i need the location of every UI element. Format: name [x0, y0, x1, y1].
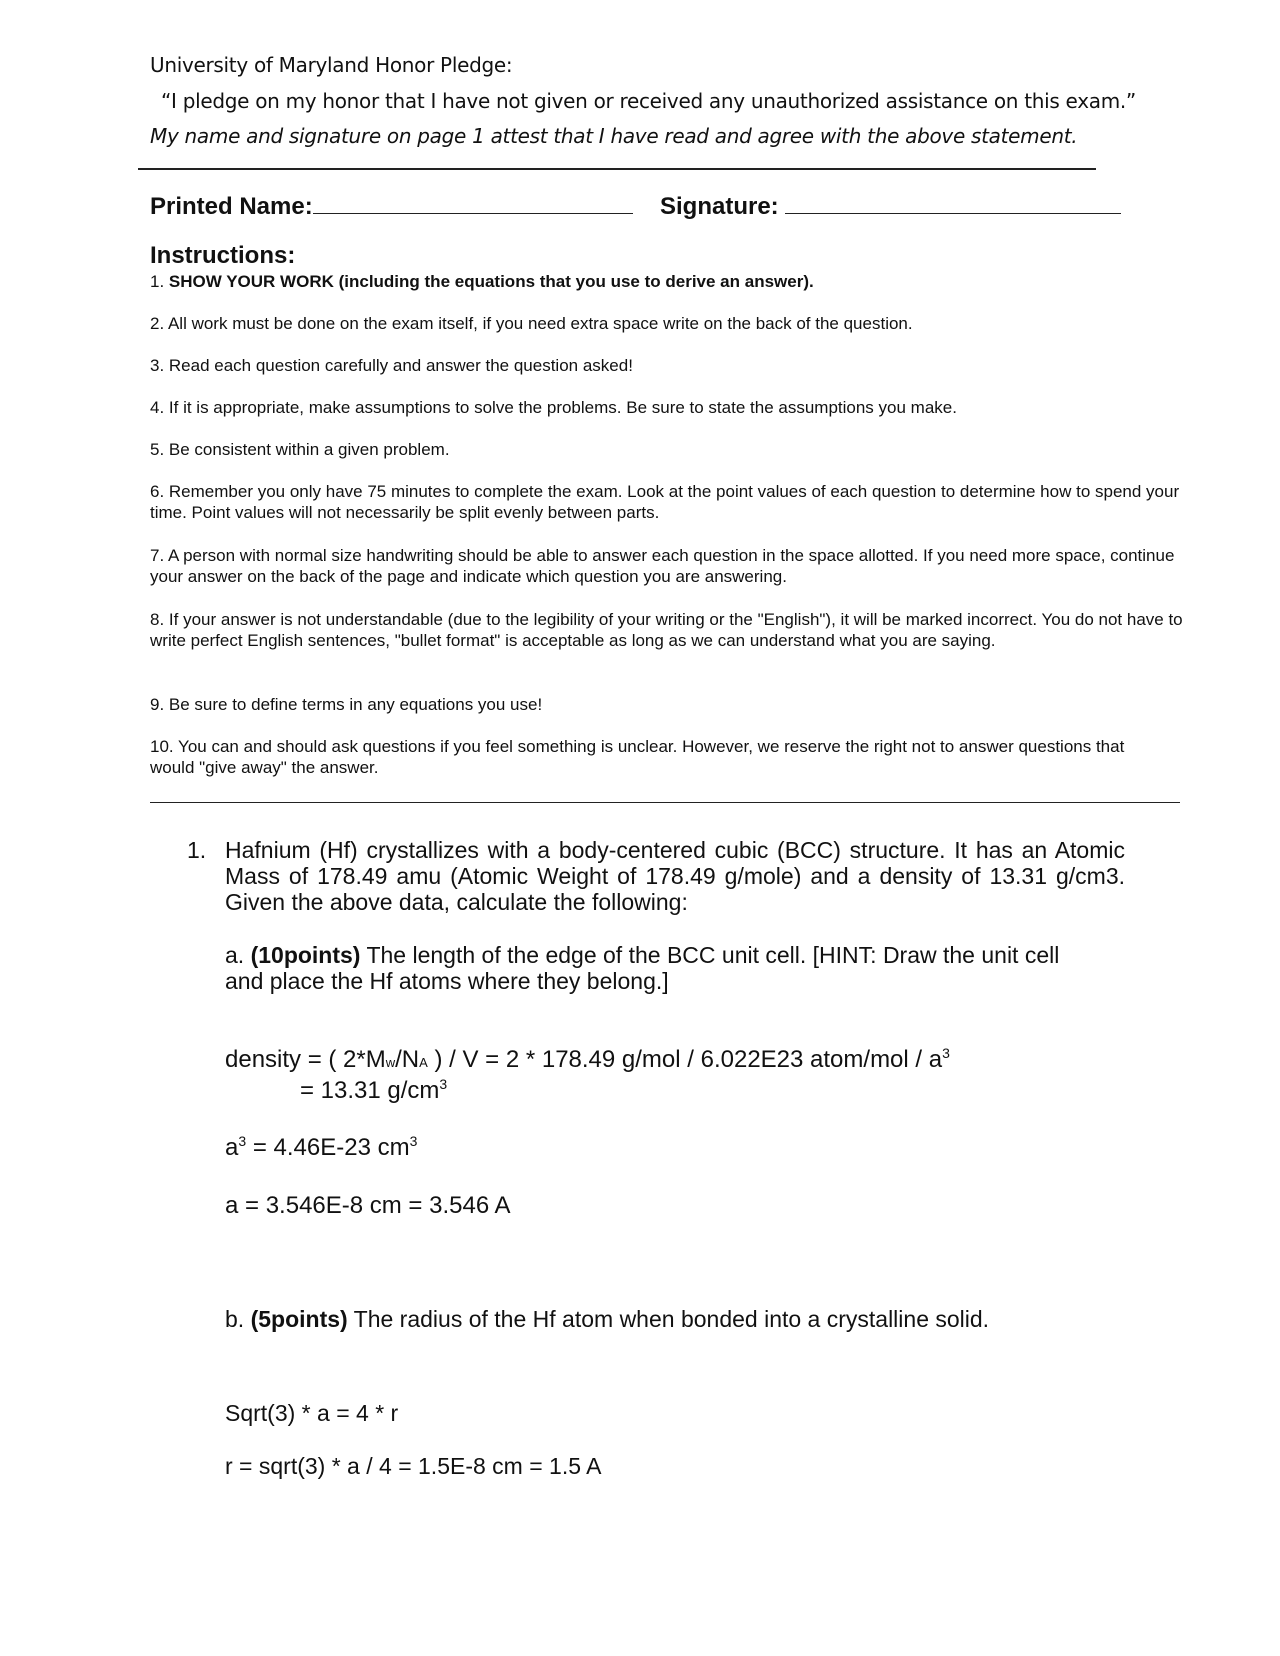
instruction-item-10: 10. You can and should ask questions if you feel something is unclear. However, we reserve the right not to answer questions that would "give away" the answer. [150, 737, 1125, 777]
instruction-item-2: 2. All work must be done on the exam itself, if you need extra space write on the back of the question. [150, 314, 913, 333]
printed-name-blank[interactable] [313, 193, 633, 214]
q1b-equation-2: r = sqrt(3) * a / 4 = 1.5E-8 cm = 1.5 A [225, 1453, 602, 1479]
q1b-text: The radius of the Hf atom when bonded into a crystalline solid. [347, 1306, 990, 1332]
question-1-text: Hafnium (Hf) crystallizes with a body-centered cubic (BCC) structure. It has an Atomic Mass of 178.49 amu (Atomic Weight of 178.49 g/mole) and a density of 13.31 g/cm3. Given the above data, calculate the following: [225, 837, 1125, 915]
q1a-a-value: a = 3.546E-8 cm = 3.546 A [225, 1192, 511, 1219]
eq1-sub-a: A [419, 1055, 428, 1070]
eq1-sup: 3 [942, 1045, 950, 1061]
q1b-label: b. [225, 1306, 251, 1332]
eq2-text: = 13.31 g/cm [300, 1077, 440, 1104]
instruction-item-8: 8. If your answer is not understandable (due to the legibility of your writing or the "English"), it will be marked incorrect. You do not have to write perfect English sentences, "bullet format" is acceptable as long as we can understand what you are saying. [150, 610, 1183, 650]
instruction-1-number: 1. [150, 272, 169, 291]
instruction-item-4: 4. If it is appropriate, make assumptions to solve the problems. Be sure to state the assumptions you make. [150, 398, 957, 417]
pledge-quote: “I pledge on my honor that I have not given or received any unauthorized assistance on this exam.” [161, 89, 1136, 113]
instructions-heading: Instructions: [150, 242, 296, 269]
pledge-attest: My name and signature on page 1 attest that I have read and agree with the above statement. [150, 124, 1078, 148]
instruction-item-6: 6. Remember you only have 75 minutes to complete the exam. Look at the point values of each question to determine how to spend your time. Point values will not necessarily be split evenly between parts. [150, 482, 1180, 522]
signature-blank[interactable] [785, 193, 1121, 214]
instruction-1-text: SHOW YOUR WORK (including the equations that you use to derive an answer). [168, 272, 814, 291]
q1a-text: The length of the edge of the BCC unit cell. [HINT: Draw the unit cell and place the Hf atoms where they belong.] [225, 942, 1060, 994]
eq3-a: a [225, 1134, 239, 1161]
signature-field[interactable] [660, 193, 1121, 221]
q1b-equation-1: Sqrt(3) * a = 4 * r [225, 1400, 399, 1426]
eq1-part-a: density = ( 2*M [225, 1046, 386, 1073]
signature-label: Signature: [660, 193, 779, 220]
instruction-item-1 [150, 271, 1210, 292]
question-1-number: 1. [187, 837, 207, 863]
eq3-sup2: 3 [409, 1133, 418, 1149]
eq1-part-b: /N [395, 1046, 420, 1073]
q1a-points: (10points) [250, 942, 361, 968]
eq3-b: = 4.46E-23 cm [246, 1134, 410, 1161]
instruction-item-3: 3. Read each question carefully and answer the question asked! [150, 356, 633, 375]
q1a-a-cubed [225, 1135, 417, 1161]
pledge-title: University of Maryland Honor Pledge: [150, 53, 513, 77]
printed-name-label: Printed Name: [150, 193, 313, 220]
printed-name-field[interactable] [150, 193, 633, 221]
eq1-part-c: ) / V = 2 * 178.49 g/mol / 6.022E23 atom/mol / a [427, 1046, 943, 1073]
q1a-label: a. [225, 942, 251, 968]
question-1a-prompt [225, 942, 1075, 994]
instruction-item-5: 5. Be consistent within a given problem. [150, 440, 450, 459]
instruction-item-9: 9. Be sure to define terms in any equations you use! [150, 695, 543, 714]
q1a-density-equation [225, 1047, 950, 1076]
eq1-sub-w: w [385, 1055, 396, 1070]
pledge-divider [138, 168, 1096, 170]
question-1b-prompt [225, 1306, 989, 1332]
q1b-points: (5points) [250, 1306, 348, 1332]
instruction-item-7: 7. A person with normal size handwriting should be able to answer each question in the space allotted. If you need more space, continue your answer on the back of the page and indicate which question you are answering. [150, 546, 1175, 586]
eq3-sup1: 3 [238, 1133, 247, 1149]
eq2-sup: 3 [439, 1076, 448, 1092]
q1a-density-value [300, 1078, 447, 1104]
instructions-divider [150, 802, 1180, 803]
